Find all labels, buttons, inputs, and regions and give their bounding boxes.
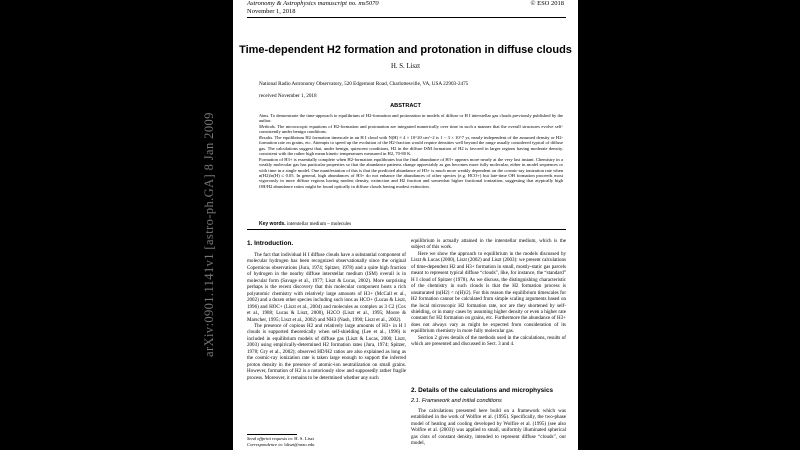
received-date: received November 1, 2018 xyxy=(259,93,317,99)
affiliation: National Radio Astronomy Observatory, 520 Edgemont Road, Charlottesville, VA, USA 22903-2475 xyxy=(259,81,469,87)
copyright: © ESO 2018 xyxy=(530,0,564,7)
footnote-rule xyxy=(247,434,297,435)
results-text-2: Formation of H3+ is essentially complete when H2-formation equilibrates but the final abundance of H3+ appears more nearly at the very last instant. Chemistry in a weakly molecular gas has particular properties so that the abundance patterns change appreciably as gas becomes more fully molecular, either in model sequences or with time in a single model. One manifestation of this is that the predicted abundance of H3+ is much more weakly dependent on the cosmic-ray ionization rate when n(H2)/n(H) ≤ 0.05. In general, high abundances of H3+ do not enhance the abundances of other species (e.g. HCO+) but late-time OH formation proceeds most vigorously in more diffuse regions having modest density, extinction and H2 fraction and somewhat higher fractional ionization, suggesting that atypically high OH/H2 abundance ratios might be found optically in diffuse clouds having modest extinction. xyxy=(259,156,563,189)
footnote-correspondence: : hliszt@nrao.edu xyxy=(281,442,315,447)
section-1-heading: 1. Introduction. xyxy=(247,240,294,247)
right-column xyxy=(411,238,566,348)
aims-text: To demonstrate the time-approach to equilibrium of H2-formation and protonation in models of diffuse or H I interstellar gas clouds previously published by the author. xyxy=(259,113,563,124)
footnote-correspondence-label: Correspondence to xyxy=(247,442,282,447)
left-column xyxy=(247,252,406,381)
header-date: November 1, 2018 xyxy=(247,8,296,15)
paper-author: H. S. Liszt xyxy=(390,63,421,70)
abstract-body xyxy=(259,113,563,189)
running-header xyxy=(247,0,379,16)
intro-paragraph-1: The fact that individual H I diffuse clouds have a substantial component of molecular hydrogen has been recognized observationally since the original Copernicus observations (Jura, 1974; Spitzer, 1978) and a quite high fraction of hydrogen in the nearby diffuse interstellar medium (ISM) overall is in molecular form (Savage et al., 1977; Liszt & Lucas, 2002). More surprising perhaps is the recent discovery that this molecular component hosts a rich polyatomic chemistry with relatively large amounts of H3+ (McCall et al., 2002) and a dozen other species including such ions as HCO+ (Lucas & Liszt, 1996) and HOC+ (Liszt et al., 2004) and molecules as complex as 3 C2 (Cox et al., 1988; Lucas & Liszt, 2000), H2CO (Liszt et al., 1995; Moore & Marscher, 1995; Liszt et al., 2002) and NH3 (Nash, 1990; Liszt et al., 2002). xyxy=(247,252,406,323)
intro-paragraph-5: Section 2 gives details of the methods used in the calculations, results of which are presented and discussed in Sect. 3 and 4. xyxy=(411,334,566,348)
footnote-offprint-label: Send offprint requests to xyxy=(247,436,292,441)
abstract-rule xyxy=(247,229,566,230)
arxiv-stamp: arXiv:0901.1141v1 [astro-ph.GA] 8 Jan 2009 xyxy=(202,112,216,357)
intro-paragraph-4: Here we show the approach to equilibrium in the models discussed by Liszt & Lucas (2000), Liszt (2002) and Liszt (2003): we present calculations of time-dependent H2 and H3+ formation in small, mostly-static gas parcels meant to represent typical diffuse “clouds”, like, for instance, the “standard” H I cloud of Spitzer (1978). As we discuss, the distinguishing characteristic of the chemistry in such clouds is that the H2 formation process is unsaturated (n(H2) < n(H)/2). For this reason the equilibrium timescales for H2 formation cannot be calculated from simple scaling arguments based on the local microscopic H2 formation rate, nor are they shortened by self-shielding, or in many cases by assuming higher density or even a higher rate constant for H2 formation on grains, etc. Furthermore the abundance of H3+ does not always vary as might be expected from consideration of its equilibrium chemistry in more fully molecular gas. xyxy=(411,250,567,335)
section-2-heading: 2. Details of the calculations and microphysics xyxy=(411,387,554,394)
journal-name: Astronomy & Astrophysics manuscript no. ms5070 xyxy=(247,0,379,7)
section-2-paragraph-1: The calculations presented here build on a framework which was established in the work of Wolfire et al. (1995). Specifically, the two-phase model of heating and cooling developed by Wolfire et al. (1995) (see also Wolfire et al. (2003)) was applied to small, uniformly illuminated spherical gas clots of constant density, intended to represent diffuse “clouds”, our model, xyxy=(411,408,566,447)
methods-label: Methods. xyxy=(259,123,276,129)
intro-paragraph-3: equilibrium is actually attained in the interstellar medium, which is the subject of this work. xyxy=(411,238,566,251)
results-label: Results. xyxy=(259,134,274,140)
subsection-2-1-heading: 2.1. Framework and initial conditions xyxy=(411,398,502,404)
intro-paragraph-2: The presence of copious H2 and relatively large amounts of H3+ in H I clouds is supported theoretically when self-shielding (Lee et al., 1996) is included in equilibrium models of diffuse gas (Liszt & Lucas, 2000; Liszt, 2003) using empirically-determined H2 formation rates (Jura, 1974; Spitzer, 1978; Gry et al., 2002); observed HD/H2 ratios are also explained as long as the cosmic-ray ionization rate is taken large enough to support the inferred proton density in the presence of atomic-ion neutralization on small grains. However, formation of H2 is a notoriously slow and supposedly rather fragile process. Moreover, it remains to be determined whether any such xyxy=(247,322,406,381)
results-text: The equilibrium H2 formation timescale in an H I cloud with N(H) ≈ 4 × 10^20 cm^-2 is 1 − 3 × 10^7 yr, nearly independent of the assumed density or H2-formation rate on grains, etc. Attempts to speed up the evolution of the H2-fraction would require densities well beyond the range usually considered typical of diffuse gas. The calculations suggest that, under benign, quiescent conditions, H2 in the diffuse ISM formation of H2 is favored in larger regions having moderate density, consistent with the rather high mean kinetic temperatures measured in H2, 70-80 K. xyxy=(259,134,563,157)
right-letterbox xyxy=(578,0,800,450)
section-2-text xyxy=(411,408,566,447)
paper-page xyxy=(233,0,578,450)
left-letterbox xyxy=(0,0,233,450)
methods-text: The microscopic equations of H2-formation and protonation are integrated numerically over time in such a manner that the overall structures evolve self-consistently under benign conditions. xyxy=(259,123,563,135)
footnote xyxy=(247,436,314,448)
footnote-offprint: : H. S. Liszt xyxy=(291,436,314,441)
keywords xyxy=(259,221,351,227)
abstract-heading: ABSTRACT xyxy=(390,103,421,109)
keywords-text: interstellar medium – molecules xyxy=(286,222,352,227)
paper-title: Time-dependent H2 formation and protonation in diffuse clouds xyxy=(239,44,572,56)
aims-label: Aims. xyxy=(259,113,270,118)
header-rule xyxy=(247,17,566,18)
keywords-label: Key words. xyxy=(259,221,286,227)
